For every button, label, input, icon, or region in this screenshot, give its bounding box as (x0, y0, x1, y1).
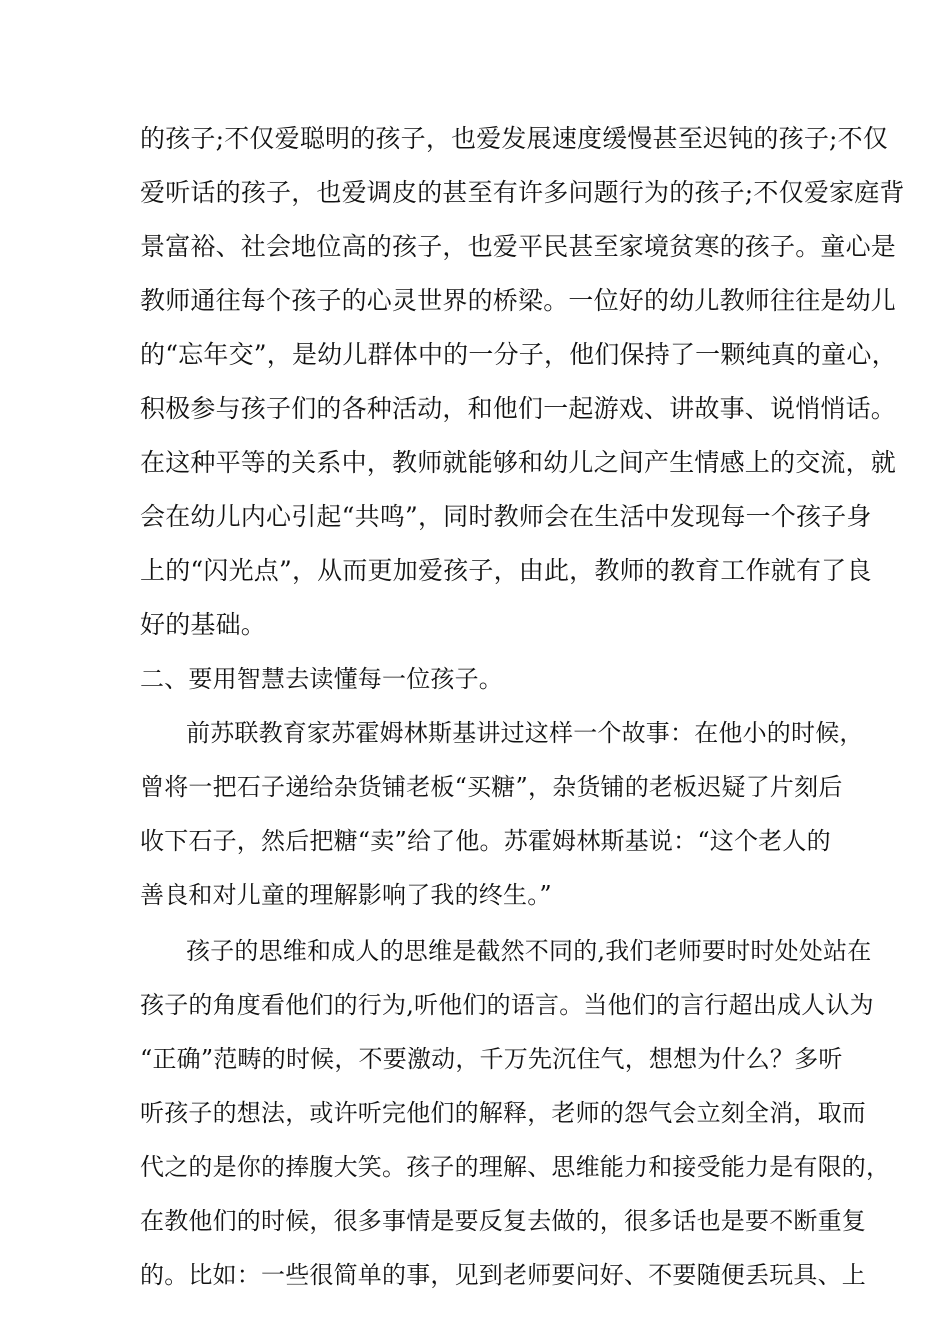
paragraph-line: 景富裕、社会地位高的孩子，也爱平民甚至家境贫寒的孩子。童心是 (140, 232, 897, 261)
paragraph-line: 的孩子;不仅爱聪明的孩子，也爱发展速度缓慢甚至迟钝的孩子;不仅 (140, 124, 889, 153)
paragraph-line: 教师通往每个孩子的心灵世界的桥梁。一位好的幼儿教师往往是幼儿 (140, 286, 897, 315)
paragraph-line: 代之的是你的捧腹大笑。孩子的理解、思维能力和接受能力是有限的， (140, 1153, 891, 1181)
paragraph-line: 在教他们的时候，很多事情是要反复去做的，很多话也是要不断重复 (140, 1207, 866, 1235)
paragraph-line: 爱听话的孩子，也爱调皮的甚至有许多问题行为的孩子;不仅爱家庭背 (140, 178, 905, 207)
paragraph-line: 好的基础。 (140, 610, 267, 639)
paragraph-line: 前苏联教育家苏霍姆林斯基讲过这样一个故事：在他小的时候， (186, 719, 864, 747)
section-heading: 二、要用智慧去读懂每一位孩子。 (140, 665, 503, 693)
paragraph-line: 善良和对儿童的理解影响了我的终生。” (140, 881, 552, 909)
paragraph-line: 上的“闪光点”，从而更加爱孩子，由此，教师的教育工作就有了良 (140, 556, 872, 585)
paragraph-line: 的。比如：一些很简单的事，见到老师要问好、不要随便丢玩具、上 (140, 1261, 866, 1289)
paragraph-line: 在这种平等的关系中，教师就能够和幼儿之间产生情感上的交流，就 (140, 448, 897, 477)
paragraph-line: 收下石子，然后把糖“卖”给了他。苏霍姆林斯基说：“这个老人的 (140, 827, 831, 855)
paragraph-line: 孩子的角度看他们的行为,听他们的语言。当他们的言行超出成人认为 (140, 991, 874, 1019)
paragraph-line: 的“忘年交”，是幼儿群体中的一分子，他们保持了一颗纯真的童心， (140, 340, 897, 369)
paragraph-line: “正确”范畴的时候，不要激动，千万先沉住气，想想为什么？多听 (140, 1045, 843, 1073)
paragraph-line: 孩子的思维和成人的思维是截然不同的,我们老师要时时处处站在 (186, 937, 872, 965)
paragraph-line: 曾将一把石子递给杂货铺老板“买糖”，杂货铺的老板迟疑了片刻后 (140, 773, 843, 801)
paragraph-line: 积极参与孩子们的各种活动，和他们一起游戏、讲故事、说悄悄话。 (140, 394, 897, 423)
paragraph-line: 听孩子的想法，或许听完他们的解释，老师的怨气会立刻全消，取而 (140, 1099, 866, 1127)
paragraph-line: 会在幼儿内心引起“共鸣”，同时教师会在生活中发现每一个孩子身 (140, 502, 872, 531)
